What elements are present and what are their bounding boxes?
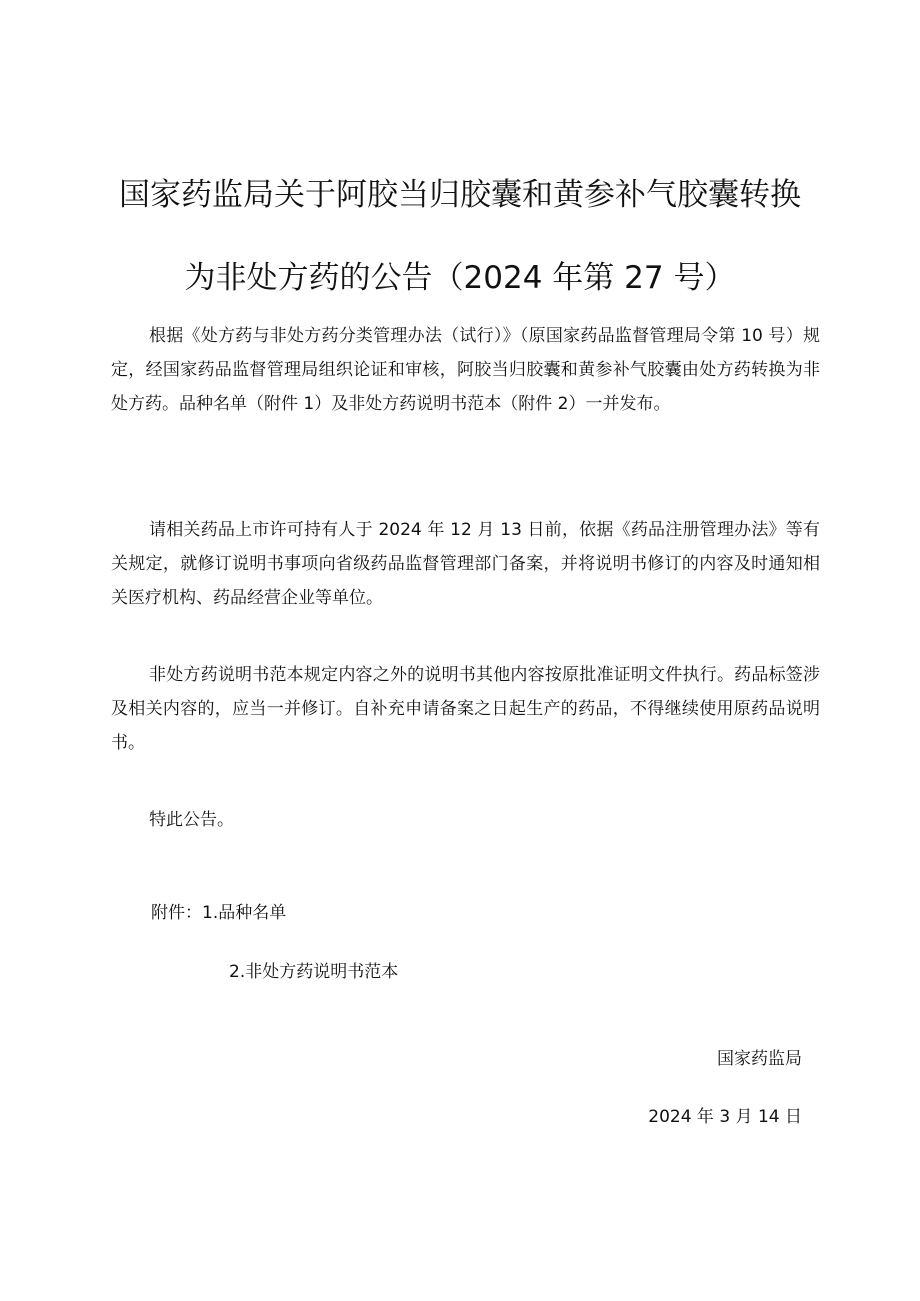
attachment-item-1: 附件：1.品种名单 [151,903,287,923]
body-paragraph-2: 请相关药品上市许可持有人于 2024 年 12 月 13 日前，依据《药品注册管理办法》等有关规定，就修订说明书事项向省级药品监督管理部门备案，并将说明书修订的内容及时通知相关医疗机构、药品经营企业等单位。 [111,520,820,608]
attachment-item-2: 2.非处方药说明书范本 [229,962,399,982]
issue-date: 2024 年 3 月 14 日 [648,1107,802,1127]
body-paragraph-1: 根据《处方药与非处方药分类管理办法（试行）》（原国家药品监督管理局令第 10 号）规定，经国家药品监督管理局组织论证和审核，阿胶当归胶囊和黄参补气胶囊由处方药转换为非处方药。品种名单（附件 1）及非处方药说明书范本（附件 2）一并发布。 [111,326,820,414]
body-paragraph-3: 非处方药说明书范本规定内容之外的说明书其他内容按原批准证明文件执行。药品标签涉及相关内容的，应当一并修订。自补充申请备案之日起生产的药品，不得继续使用原药品说明书。 [111,665,820,753]
issuer-name: 国家药监局 [717,1049,802,1069]
document-title-line-2: 为非处方药的公告（2024 年第 27 号） [184,260,736,296]
closing-statement: 特此公告。 [149,810,234,830]
document-title-line-1: 国家药监局关于阿胶当归胶囊和黄参补气胶囊转换 [119,177,801,213]
